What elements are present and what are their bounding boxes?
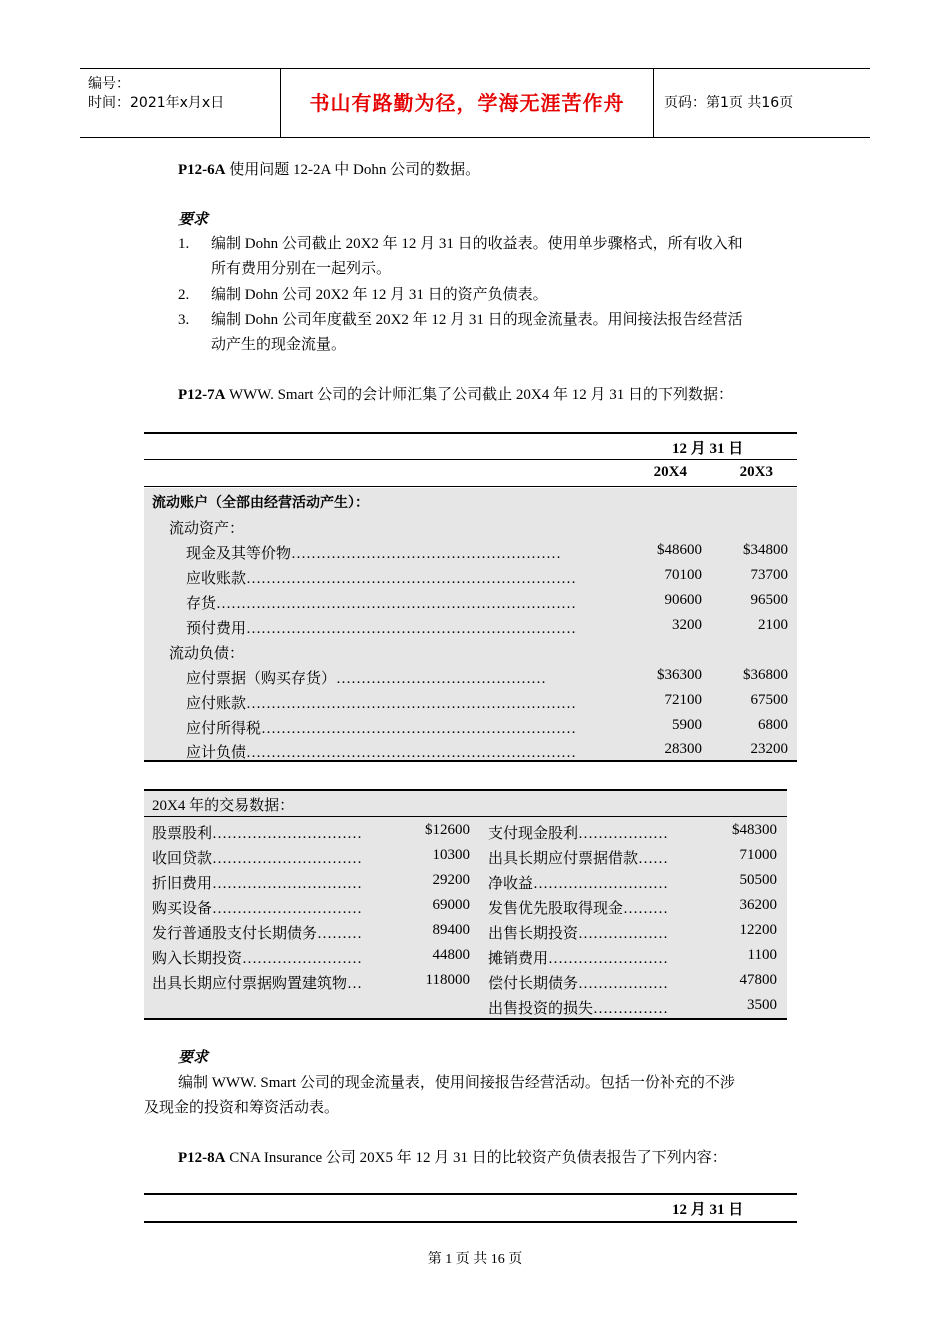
list-item-text: 编制 Dohn 公司 20X2 年 12 月 31 日的资产负债表。 <box>211 287 548 303</box>
table-row-label: 支付现金股利……………… <box>488 826 669 842</box>
table-cell: $48600 <box>657 542 702 558</box>
table-row-label: 收回贷款………………………… <box>152 851 363 867</box>
list-item <box>178 308 189 333</box>
date-header: 12 月 31 日 <box>672 1202 744 1218</box>
table-cell: 28300 <box>664 741 702 757</box>
problem-text: CNA Insurance 公司 20X5 年 12 月 31 日的比较资产负债表报告了下列内容： <box>225 1150 727 1166</box>
table-cell: 72100 <box>664 692 702 708</box>
table-cell: $34800 <box>743 542 788 558</box>
requirement-title: 要求 <box>178 1050 209 1066</box>
table-row-label: 购入长期投资…………………… <box>152 951 363 967</box>
assets-title: 流动资产： <box>169 521 245 537</box>
list-item-text <box>211 308 811 358</box>
item-number: 2. <box>178 287 190 303</box>
date-header: 12 月 31 日 <box>672 441 744 457</box>
table-row-label: 购买设备………………………… <box>152 901 363 917</box>
table-rule <box>144 789 787 791</box>
table-rule <box>144 432 797 434</box>
list-item <box>178 283 189 308</box>
col-header-20x3: 20X3 <box>739 464 773 480</box>
table-cell: 1100 <box>747 947 777 963</box>
table-rule <box>144 486 797 487</box>
table-cell: 29200 <box>432 872 470 888</box>
item-line: 动产生的现金流量。 <box>211 337 347 353</box>
table-cell: 47800 <box>739 972 777 988</box>
problem-id: P12-6A <box>178 162 226 178</box>
p12-7a-intro <box>178 383 733 408</box>
table-row-label: 出售长期投资……………… <box>488 926 669 942</box>
table-row-label: 预付费用………………………………………………………… <box>186 621 577 637</box>
p12-6a-intro <box>178 158 480 183</box>
table-cell: 12200 <box>739 922 777 938</box>
table-title: 20X4 年的交易数据： <box>152 798 295 814</box>
table-row-label: 折旧费用………………………… <box>152 876 363 892</box>
table-cell: $12600 <box>425 822 470 838</box>
table-rule <box>144 816 787 817</box>
table-row-label: 发售优先股取得现金……… <box>488 901 669 917</box>
table-rule <box>144 1193 797 1195</box>
table-cell: $36300 <box>657 667 702 683</box>
list-item-text <box>211 232 811 282</box>
current-accounts-table <box>144 432 797 762</box>
table-cell: 10300 <box>432 847 470 863</box>
table-cell: 73700 <box>750 567 788 583</box>
problem-id: P12-8A <box>178 1150 226 1166</box>
item-line: 编制 Dohn 公司年度截至 20X2 年 12 月 31 日的现金流量表。用间接法报告经营活 <box>211 312 743 328</box>
table-cell: 90600 <box>664 592 702 608</box>
table-row-label: 出具长期应付票据购置建筑物… <box>152 976 363 992</box>
table-row-label: 出售投资的损失…………… <box>488 1001 669 1017</box>
date-label: 时间：2021年x月x日 <box>88 95 225 111</box>
page-footer: 第 1 页 共 16 页 <box>427 1252 523 1267</box>
table-cell: 23200 <box>750 741 788 757</box>
table-row-label: 现金及其等价物……………………………………………… <box>186 546 562 562</box>
table-cell: 89400 <box>432 922 470 938</box>
table-cell: 3200 <box>672 617 702 633</box>
problem-text: 使用问题 12-2A 中 Dohn 公司的数据。 <box>225 162 481 178</box>
table-rule <box>144 1221 797 1223</box>
table-cell: 70100 <box>664 567 702 583</box>
table-cell: 5900 <box>672 717 702 733</box>
list-item <box>178 232 189 257</box>
table-cell: 69000 <box>432 897 470 913</box>
table-row-label: 出具长期应付票据借款…… <box>488 851 669 867</box>
page-info: 页码：第1页 共16页 <box>664 95 794 111</box>
table-cell: $36800 <box>743 667 788 683</box>
motto: 书山有路勤为径，学海无涯苦作舟 <box>281 69 654 137</box>
requirement-title: 要求 <box>178 212 209 228</box>
transactions-table <box>144 789 787 1020</box>
table-row-label: 应收账款………………………………………………………… <box>186 571 577 587</box>
item-line: 编制 Dohn 公司截止 20X2 年 12 月 31 日的收益表。使用单步骤格式，所有收入和 <box>211 236 743 252</box>
table-cell: 96500 <box>750 592 788 608</box>
table-rule <box>144 459 797 460</box>
table-cell: 3500 <box>747 997 777 1013</box>
table-row-label: 净收益……………………… <box>488 876 669 892</box>
table-cell: 118000 <box>425 972 470 988</box>
table-row-label: 发行普通股支付长期债务……… <box>152 926 363 942</box>
problem-text: WWW. Smart 公司的会计师汇集了公司截止 20X4 年 12 月 31 日的下列数据： <box>225 387 733 403</box>
item-number: 3. <box>178 312 190 328</box>
requirement-text: 及现金的投资和筹资活动表。 <box>144 1100 340 1116</box>
item-line: 所有费用分别在一起列示。 <box>211 261 392 277</box>
page-header <box>80 68 870 138</box>
table-row-label: 摊销费用…………………… <box>488 951 669 967</box>
table-row-label: 应付账款………………………………………………………… <box>186 696 577 712</box>
table-cell: 44800 <box>432 947 470 963</box>
table-cell: 6800 <box>758 717 788 733</box>
table-cell: 2100 <box>758 617 788 633</box>
col-header-20x4: 20X4 <box>653 464 687 480</box>
item-number: 1. <box>178 236 190 252</box>
liabilities-title: 流动负债： <box>169 646 245 662</box>
table-row-label: 应付票据（购买存货）…………………………………… <box>186 671 547 687</box>
table-row-label: 偿付长期债务……………… <box>488 976 669 992</box>
problem-id: P12-7A <box>178 387 226 403</box>
table-row-label: 存货……………………………………………………………… <box>186 596 577 612</box>
header-meta <box>80 69 281 137</box>
table-cell: 50500 <box>739 872 777 888</box>
table-rule <box>144 1018 787 1020</box>
table-row-label: 应付所得税……………………………………………………… <box>186 721 577 737</box>
p12-8a-intro <box>178 1146 727 1171</box>
section-title: 流动账户（全部由经营活动产生）： <box>152 495 369 511</box>
requirement-text: 编制 WWW. Smart 公司的现金流量表，使用间接报告经营活动。包括一份补充的不涉 <box>178 1075 735 1091</box>
table-cell: 71000 <box>739 847 777 863</box>
table-cell: 67500 <box>750 692 788 708</box>
number-label: 编号： <box>88 76 130 92</box>
table-cell: 36200 <box>739 897 777 913</box>
table-cell: $48300 <box>732 822 777 838</box>
table-row-label: 应计负债………………………………………………………… <box>186 745 577 761</box>
table-row-label: 股票股利………………………… <box>152 826 363 842</box>
balance-sheet-table <box>144 1193 797 1223</box>
